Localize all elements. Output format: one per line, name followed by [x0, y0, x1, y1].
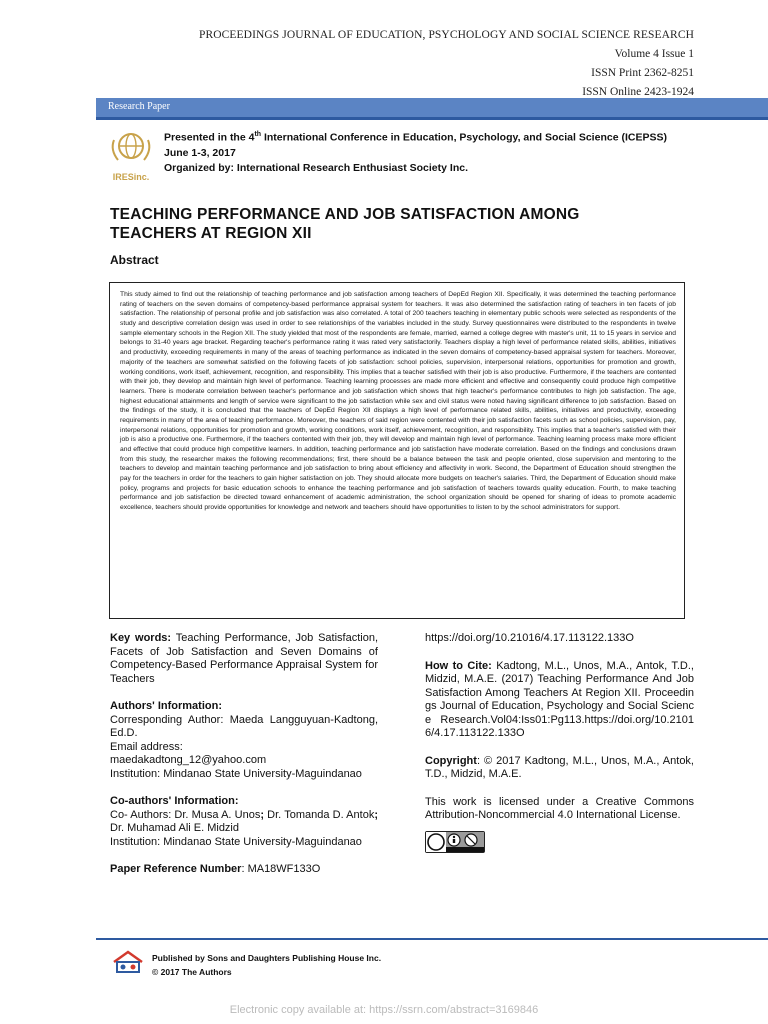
authors-heading: Authors' Information:	[110, 700, 222, 712]
separator: ;	[260, 808, 265, 821]
bar-label: Research Paper	[108, 101, 170, 112]
corresponding-author: Corresponding Author: Maeda Langguyuan-Kadtong, Ed.D.	[110, 713, 378, 739]
conference-date: June 1-3, 2017	[164, 146, 236, 159]
abstract-box	[109, 282, 685, 619]
cite-text: Kadtong, M.L., Unos, M.A., Antok, T.D., Midzid, M.A.E. (2017) Teaching Performance And Job Satisfaction Among Teachers At Region XII. Proceedings Journal of Education, Psychology and Social Science Research.Vol04:Iss01:Pg113.https://doi.org/10.21016/4.17.113122.133O	[425, 659, 694, 739]
keywords-text: Teaching Performance, Job Satisfaction, Facets of Job Satisfaction and Seven Domains of Competency-Based Performance Appraisal System for Teachers	[110, 632, 378, 685]
coauthor-2: Dr. Tomanda D. Antok	[264, 808, 375, 821]
paper-title: TEACHING PERFORMANCE AND JOB SATISFACTION AMONG TEACHERS AT REGION XII	[110, 206, 580, 242]
publisher-logo	[112, 950, 144, 974]
coauthor-1: Co- Authors: Dr. Musa A. Unos	[110, 808, 261, 821]
left-column	[110, 632, 378, 877]
institution: Institution: Mindanao State University-Maguindanao	[110, 767, 362, 780]
paper-ref-number: : MA18WF133O	[241, 863, 321, 875]
copyright-text: : © 2017 Kadtong, M.L., Unos, M.A., Antok, T.D., Midzid, M.A.E.	[425, 754, 694, 780]
copyright-label: Copyright	[425, 754, 477, 767]
journal-name: PROCEEDINGS JOURNAL OF EDUCATION, PSYCHOLOGY AND SOCIAL SCIENCE RESEARCH	[198, 29, 694, 41]
right-column	[425, 632, 694, 853]
separator: ;	[374, 808, 378, 821]
paper-ref-label: Paper Reference Number	[110, 863, 242, 875]
logo-text: IRESinc.	[112, 172, 150, 182]
publisher-name: Published by Sons and Daughters Publishing House Inc.	[152, 953, 382, 963]
coauthors	[110, 809, 378, 836]
journal-header	[199, 26, 694, 102]
license-text: This work is licensed under a Creative Commons Attribution-Noncommercial 4.0 International License.	[425, 795, 694, 821]
how-to-cite	[425, 660, 694, 741]
conf-post: International Conference in Education, Psychology, and Social Science (ICEPSS)	[261, 131, 667, 144]
cite-label: How to Cite:	[425, 659, 492, 672]
keywords-label: Key words:	[110, 632, 172, 644]
issn-print: ISSN Print 2362-8251	[591, 67, 694, 79]
journal-volume: Volume 4 Issue 1	[614, 48, 694, 60]
email-label: Email address:	[110, 740, 183, 753]
iresinc-logo	[108, 130, 154, 180]
coauthors-heading: Co-authors' Information:	[110, 795, 239, 807]
globe-icon	[108, 130, 154, 166]
conf-pre: Presented in the 4	[164, 131, 255, 144]
keywords	[110, 632, 378, 686]
issn-online: ISSN Online 2423-1924	[582, 86, 694, 98]
coauthor-3: Dr. Muhamad Ali E. Midzid	[110, 822, 239, 834]
abstract-text: This study aimed to find out the relationship of teaching performance and job satisfaction among teachers of DepEd Region XII. Specifically, it was determined the teaching performance rating of teachers on the seven domains of competency-based performance appraisal system for teachers. It was also determined the satisfaction rating of teachers in ten facets of job satisfaction. The relationship of personal profile and job satisfaction was also correlated. A total of 200 teachers teaching in elementary public schools were selected as respondents of the study and descriptive correlation design was used in order to see relationships of the variables included in the study. Survey questionnaires were distributed to the respondents in twelve sample elementary schools in the Region XII. The study yielded that most of the respondents are female, married, earned a college degree with master's unit, 11 to 15 years in service and belongs to 31-40 years age bracket. Regarding teacher's performance rating it was rated very satisfactorily. Teachers display a high level of performance related skills, abilities, initiatives and productivity, exceeding requirements in many of the areas of teaching performance as indicated in the seven domains of competency-based appraisal system for teachers. Moreover, majority of the teachers are somewhat satisfied on the following facets of job satisfaction: school policies, supervision, interpersonal relations, opportunities for promotion and growth, working conditions, work itself, achievement, recognition, and responsibility. This implies that a teacher satisfied with their job is also productive. Furthermore, if the teachers are contented with their job, they develop and maintain high level of performance. Teaching learning processes are made more efficient and effective and consequently could produce high competitive learners. There is moderate correlation between teacher's performance and job satisfaction which shows that high teacher's performance contributes to high job satisfaction. The age, highest educational attainments and length of service were significant to the job satisfaction while sex and civil status were noted having significant difference to job satisfaction. Based on the findings of the study, it is concluded that the teachers of DepEd Region XII displays a high level of performance related skills, abilities, initiatives and productivity, exceeding requirements in many of the area of teaching performance. Moreover, the teachers of said region were contented with their job satisfaction facets such as school policies, supervision, pay, interpersonal relations, opportunities for promotion and growth, working conditions, work itself, achievement, recognition, and responsibility. This implies that a teacher's satisfied with their job is also a productive one. Furthermore, if the teachers contented with their job, they will develop and maintain high level of performance. Teaching learning process make more efficient and effective that could produce high competitive learners. In addition, teaching performance and job satisfaction have moderate correlation. Based on the findings and conclusions drawn from this study, the researcher makes the following recommendations; first, there should be a balance between the task and people oriented, close supervision and mentoring to the teachers to develop and maintain teaching performance and job satisfaction to bring about efficiency and affectivity in work. Second, the Department of Education should strengthen the pay for the teachers in order for the teachers to gain higher satisfaction on job. They should allocate more budgets on teacher's salaries. Third, the Department of Education should make policy, programs and projects for basic education schools to enhance the teaching performance and job satisfaction of teachers towards quality education. Fourth, to make teaching performance and job satisfaction be directed toward enhancement of academic administration, the school organization should be opened for sharing of ideas to promote academic excellence, teachers should provide opportunities for knowledge and network and teachers should have opportunities to listen to by the school administrators for support.	[120, 291, 676, 512]
doi-link[interactable]: https://doi.org/10.21016/4.17.113122.133O	[425, 632, 634, 644]
electronic-copy-note[interactable]: Electronic copy available at: https://ssrn.com/abstract=3169846	[229, 1004, 539, 1016]
cc-by-nc-badge[interactable]	[425, 831, 485, 853]
abstract-heading: Abstract	[110, 253, 159, 267]
conference-organizer: Organized by: International Research Enthusiast Society Inc.	[164, 161, 468, 174]
footer-divider	[96, 938, 768, 940]
house-icon	[112, 950, 144, 974]
co-institution: Institution: Mindanao State University-Maguindanao	[110, 835, 362, 848]
creative-commons-icon	[426, 832, 484, 852]
copyright	[425, 755, 694, 782]
footer-copyright: © 2017 The Authors	[152, 967, 232, 977]
conf-sup: th	[254, 131, 262, 138]
conference-info	[164, 127, 667, 176]
research-paper-bar	[96, 98, 768, 120]
publisher-info	[152, 951, 381, 979]
paper-reference	[110, 863, 378, 877]
conference-line	[164, 127, 667, 146]
email-address[interactable]: maedakadtong_12@yahoo.com	[110, 754, 267, 766]
